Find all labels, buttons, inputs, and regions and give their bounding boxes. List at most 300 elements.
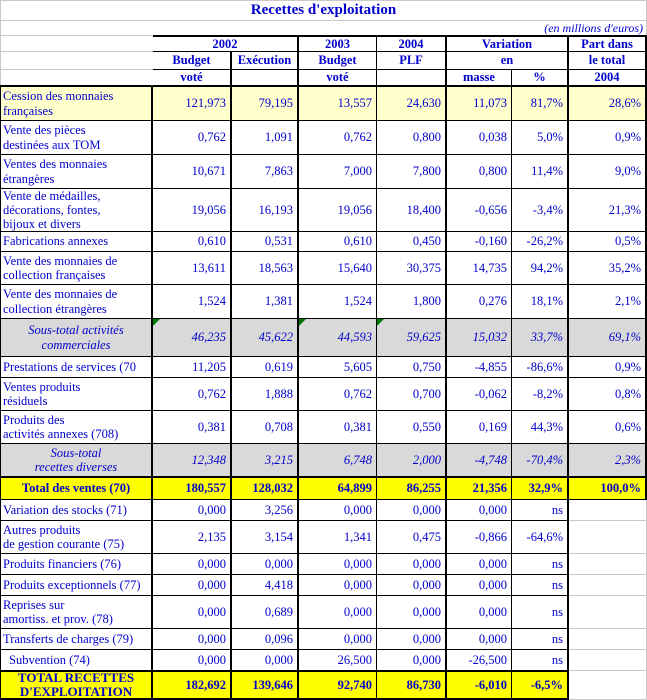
cell-value [153, 671, 232, 700]
row-label-line: Reprises sur [3, 597, 65, 612]
cell-value [153, 629, 232, 650]
cell-value [512, 87, 569, 121]
cell-value [153, 189, 232, 232]
cell-value [299, 650, 377, 671]
cell-value-text: 0,000 [343, 631, 372, 646]
cell-value [569, 596, 647, 629]
row-label-line: recettes diverses [34, 460, 118, 474]
row-label-line: amortiss. et prov. (78) [3, 612, 113, 626]
cell-value-text: 3,154 [264, 529, 293, 544]
row-label-line: Vente des monnaies de [3, 287, 118, 302]
cell-value-text: 2,3% [614, 452, 641, 467]
cell-value-text: 0,800 [478, 164, 507, 178]
cell-value [569, 121, 647, 155]
cell-value-text: 15,032 [472, 330, 507, 344]
cell-value [153, 121, 232, 155]
cell-value-text: 13,557 [337, 96, 372, 110]
cell-value-text: 14,735 [472, 260, 507, 275]
cell-value [299, 252, 377, 285]
row-label-line: décorations, fontes, [3, 202, 101, 217]
cell-value [569, 87, 647, 121]
cell-value-text: ns [551, 556, 563, 571]
cell-value-text: 10,671 [191, 164, 226, 178]
row-label [0, 629, 153, 650]
row-label-line: Transferts de charges (79) [3, 631, 134, 646]
row-label-line: destinées aux TOM [3, 137, 101, 152]
row-label-line: Vente des pièces [3, 123, 86, 138]
cell-value [377, 671, 447, 700]
header-part-line3: 2004 [569, 70, 647, 85]
cell-value-text: 86,255 [406, 481, 441, 495]
cell-value [153, 285, 232, 319]
row-label-line: Fabrications annexes [3, 234, 109, 249]
cell-value-text: 44,3% [530, 419, 563, 434]
cell-value [232, 629, 299, 650]
cell-value-text: 2,1% [614, 294, 641, 308]
row-label [0, 671, 153, 700]
cell-value-text: -0,062 [474, 386, 507, 401]
cell-value [299, 575, 377, 596]
cell-value-text: 30,375 [406, 260, 441, 275]
cell-value [512, 155, 569, 189]
cell-value [377, 319, 447, 357]
cell-value-text: 0,169 [478, 419, 507, 434]
row-label-line: Cession des monnaies [3, 89, 114, 104]
cell-value-text: 0,000 [197, 631, 226, 646]
row-label-line: bijoux et divers [3, 217, 81, 232]
cell-value-text: -86,6% [526, 359, 563, 374]
error-indicator-icon [153, 319, 160, 326]
cell-value [447, 189, 512, 232]
cell-value [299, 554, 377, 575]
header-variation-en: en [447, 52, 569, 70]
cell-value [153, 155, 232, 189]
cell-value-text: 4,418 [264, 577, 293, 592]
cell-value-text: 100,0% [600, 481, 641, 495]
row-label-line: Produits financiers (76) [3, 556, 122, 571]
header-empty-cell [232, 70, 299, 85]
row-label [0, 285, 153, 319]
cell-value [232, 378, 299, 411]
cell-value-text: 15,640 [337, 260, 372, 275]
header-part-line2: le total [569, 52, 647, 70]
cell-value-text: 18,563 [258, 260, 293, 275]
cell-value-text: ns [551, 604, 563, 619]
cell-value-text: 1,341 [343, 529, 372, 544]
cell-value-text: 5,605 [343, 359, 372, 374]
cell-value-text: 0,096 [264, 631, 293, 646]
cell-value [512, 285, 569, 319]
row-label [0, 232, 153, 252]
cell-value-text: 0,762 [197, 386, 226, 401]
cell-value-text: 92,740 [337, 677, 372, 692]
cell-value-text: ns [551, 577, 563, 592]
cell-value [377, 500, 447, 521]
cell-value [512, 189, 569, 232]
header-group-variation: Variation [447, 35, 569, 52]
cell-value-text: 0,000 [343, 604, 372, 619]
cell-value-text: 6,748 [343, 452, 372, 467]
cell-value-text: 11,205 [192, 359, 226, 374]
cell-value [512, 575, 569, 596]
cell-value [512, 121, 569, 155]
row-label-line: Total des ventes (70) [21, 481, 131, 496]
header-vote-2002: voté [153, 70, 232, 85]
cell-value [232, 285, 299, 319]
cell-value-text: -64,6% [526, 529, 563, 544]
cell-value [153, 596, 232, 629]
cell-value-text: 94,2% [530, 260, 563, 275]
cell-value-text: 7,863 [264, 164, 293, 178]
cell-value [569, 411, 647, 444]
cell-value-text: 0,9% [614, 130, 641, 144]
cell-value [299, 500, 377, 521]
row-label-line: de gestion courante (75) [3, 537, 125, 551]
cell-value [569, 252, 647, 285]
header-budget-2003: Budget [299, 52, 377, 70]
cell-value-text: 0,276 [478, 294, 507, 308]
cell-value-text: 0,000 [478, 502, 507, 517]
cell-value-text: 0,000 [478, 604, 507, 619]
cell-value-text: 0,475 [412, 529, 441, 544]
cell-value [232, 500, 299, 521]
cell-value-text: 11,073 [473, 96, 507, 110]
row-label-line: Variation des stocks (71) [3, 502, 127, 517]
cell-value [377, 357, 447, 378]
cell-value-text: 11,4% [531, 164, 563, 178]
cell-value [569, 629, 647, 650]
cell-value [153, 575, 232, 596]
cell-value [232, 671, 299, 700]
cell-value-text: 1,091 [264, 130, 293, 144]
header-vote-2003: voté [299, 70, 377, 85]
cell-value [569, 444, 647, 477]
cell-value [512, 596, 569, 629]
cell-value-text: 139,646 [252, 677, 293, 692]
row-label [0, 87, 153, 121]
cell-value-text: 0,000 [412, 577, 441, 592]
cell-value [569, 477, 647, 500]
cell-value [153, 477, 232, 500]
cell-value [512, 378, 569, 411]
cell-value-text: 19,056 [191, 202, 226, 217]
cell-value-text: 86,730 [406, 677, 441, 692]
cell-value [512, 357, 569, 378]
table-header [0, 35, 647, 87]
cell-value [153, 378, 232, 411]
cell-value [447, 155, 512, 189]
cell-value-text: 0,8% [614, 386, 641, 401]
cell-value-text: 35,2% [608, 260, 641, 275]
cell-value [569, 521, 647, 554]
cell-value-text: 44,593 [337, 330, 372, 344]
row-label [0, 477, 153, 500]
cell-value-text: 0,550 [412, 419, 441, 434]
cell-value-text: 180,557 [185, 481, 226, 495]
row-label-line: collection étrangères [3, 301, 107, 316]
cell-value [153, 500, 232, 521]
cell-value [299, 411, 377, 444]
row-label-line: collection françaises [3, 268, 106, 282]
error-indicator-icon [377, 319, 384, 326]
cell-value [299, 596, 377, 629]
cell-value-text: 33,7% [530, 330, 563, 344]
cell-value [299, 521, 377, 554]
cell-value-text: 0,000 [412, 652, 441, 667]
row-label-line: Ventes des monnaies [3, 157, 108, 172]
cell-value [512, 319, 569, 357]
cell-value [377, 87, 447, 121]
cell-value-text: 69,1% [608, 330, 641, 344]
cell-value [512, 521, 569, 554]
cell-value [232, 575, 299, 596]
cell-value [153, 444, 232, 477]
cell-value-text: 121,973 [185, 96, 226, 110]
header-plf-2004: PLF [377, 52, 447, 70]
cell-value [377, 285, 447, 319]
row-label [0, 319, 153, 357]
cell-value [232, 650, 299, 671]
cell-value [512, 444, 569, 477]
cell-value [232, 252, 299, 285]
cell-value [232, 477, 299, 500]
cell-value-text: 0,000 [478, 631, 507, 646]
cell-value-text: 0,610 [197, 234, 226, 248]
row-label-line: Ventes produits [3, 379, 81, 394]
cell-value [447, 629, 512, 650]
cell-value [232, 596, 299, 629]
cell-value-text: 0,000 [478, 556, 507, 571]
cell-value [153, 87, 232, 121]
cell-value [299, 285, 377, 319]
cell-value-text: 59,625 [406, 330, 441, 344]
cell-value [377, 477, 447, 500]
cell-value-text: 19,056 [337, 202, 372, 217]
cell-value [447, 357, 512, 378]
row-label [0, 189, 153, 232]
cell-value-text: 18,400 [406, 202, 441, 217]
cell-value-text: 0,000 [197, 577, 226, 592]
cell-value-text: -6,5% [530, 677, 563, 692]
cell-value-text: 16,193 [258, 202, 293, 217]
cell-value [377, 650, 447, 671]
cell-value [377, 554, 447, 575]
cell-value [232, 319, 299, 357]
row-label-line: Subvention (74) [9, 652, 90, 667]
cell-value-text: 0,000 [197, 502, 226, 517]
cell-value-text: 0,750 [412, 359, 441, 374]
header-empty-cell [377, 70, 447, 85]
cell-value [569, 285, 647, 319]
cell-value [447, 477, 512, 500]
cell-value [569, 357, 647, 378]
row-label [0, 521, 153, 554]
cell-value [377, 629, 447, 650]
cell-value-text: 0,689 [264, 604, 293, 619]
row-label-line: D'EXPLOITATION [19, 684, 133, 699]
cell-value [569, 378, 647, 411]
cell-value [232, 232, 299, 252]
row-label [0, 378, 153, 411]
cell-value [447, 285, 512, 319]
cell-value [569, 155, 647, 189]
cell-value [299, 671, 377, 700]
row-label-line: activités annexes (708) [3, 427, 119, 441]
cell-value [569, 575, 647, 596]
cell-value [447, 521, 512, 554]
cell-value-text: 3,256 [264, 502, 293, 517]
cell-value-text: 1,888 [264, 386, 293, 401]
cell-value-text: 24,630 [406, 96, 441, 110]
row-label-line: Produits des [3, 412, 65, 427]
cell-value [447, 252, 512, 285]
cell-value [569, 554, 647, 575]
cell-value-text: -0,656 [474, 202, 507, 217]
cell-value-text: 0,762 [343, 386, 372, 401]
row-label-line: Sous-total activités [28, 323, 124, 338]
cell-value [232, 189, 299, 232]
cell-value-text: 0,000 [412, 556, 441, 571]
table-body [0, 87, 647, 700]
cell-value-text: 0,000 [343, 577, 372, 592]
cell-value [569, 650, 647, 671]
cell-value-text: 0,000 [412, 502, 441, 517]
row-label [0, 155, 153, 189]
cell-value [153, 554, 232, 575]
cell-value-text: -70,4% [526, 452, 563, 467]
table-title: Recettes d'exploitation [0, 0, 647, 21]
row-label-line: résiduels [3, 394, 48, 408]
cell-value [447, 411, 512, 444]
header-percent: % [512, 70, 569, 85]
cell-value-text: ns [551, 652, 563, 667]
cell-value [447, 650, 512, 671]
cell-value-text: -0,160 [474, 234, 507, 248]
cell-value-text: 128,032 [252, 481, 293, 495]
cell-value-text: 0,450 [412, 234, 441, 248]
row-label-line: françaises [3, 103, 53, 118]
cell-value [377, 232, 447, 252]
header-part-line1: Part dans [569, 35, 647, 52]
cell-value [153, 411, 232, 444]
cell-value [569, 500, 647, 521]
unit-note: (en millions d'euros) [0, 21, 647, 35]
cell-value [153, 252, 232, 285]
cell-value-text: 64,899 [337, 481, 372, 495]
cell-value [299, 629, 377, 650]
cell-value-text: 0,619 [264, 359, 293, 374]
cell-value-text: 46,235 [191, 330, 226, 344]
cell-value-text: 2,135 [197, 529, 226, 544]
row-label-line: étrangères [3, 171, 55, 186]
cell-value [299, 155, 377, 189]
row-label [0, 554, 153, 575]
cell-value-text: 0,000 [264, 556, 293, 571]
row-label-line: Autres produits [3, 522, 81, 537]
cell-value-text: 0,000 [343, 502, 372, 517]
cell-value-text: 0,000 [412, 631, 441, 646]
header-corner-empty [0, 70, 153, 85]
row-label-line: TOTAL RECETTES [17, 671, 135, 686]
row-label-line: Prestations de services (70 [3, 359, 136, 374]
cell-value-text: 0,000 [343, 556, 372, 571]
row-label [0, 650, 153, 671]
cell-value-text: 0,000 [264, 652, 293, 667]
cell-value-text: 26,500 [337, 652, 372, 667]
header-corner-empty [0, 52, 153, 70]
header-group-2002: 2002 [153, 35, 299, 52]
cell-value [232, 155, 299, 189]
cell-value-text: 79,195 [258, 96, 293, 110]
cell-value [153, 521, 232, 554]
cell-value [512, 500, 569, 521]
cell-value [377, 411, 447, 444]
cell-value [377, 121, 447, 155]
header-masse: masse [447, 70, 512, 85]
cell-value [512, 629, 569, 650]
cell-value-text: 18,1% [530, 294, 563, 308]
cell-value-text: 81,7% [530, 96, 563, 110]
cell-value-text: 0,000 [197, 556, 226, 571]
cell-value-text: 3,215 [264, 452, 293, 467]
cell-value [512, 411, 569, 444]
cell-value-text: 13,611 [192, 260, 226, 275]
cell-value-text: 0,762 [343, 130, 372, 144]
cell-value-text: 21,3% [608, 202, 641, 217]
cell-value [232, 357, 299, 378]
cell-value-text: -26,2% [526, 234, 563, 248]
cell-value-text: 1,524 [197, 294, 226, 308]
header-group-2004: 2004 [377, 35, 447, 52]
cell-value-text: 0,610 [343, 234, 372, 248]
cell-value-text: 0,800 [412, 130, 441, 144]
cell-value [569, 671, 647, 700]
cell-value [377, 444, 447, 477]
cell-value [232, 411, 299, 444]
cell-value [512, 671, 569, 700]
cell-value-text: 0,700 [412, 386, 441, 401]
cell-value-text: 32,9% [528, 481, 563, 495]
cell-value [377, 521, 447, 554]
cell-value [232, 444, 299, 477]
cell-value [447, 671, 512, 700]
cell-value [447, 554, 512, 575]
cell-value-text: 0,000 [478, 577, 507, 592]
cell-value [569, 189, 647, 232]
cell-value-text: 0,5% [614, 234, 641, 248]
cell-value-text: 182,692 [185, 677, 226, 692]
cell-value [299, 319, 377, 357]
cell-value-text: 21,356 [472, 481, 507, 495]
cell-value [377, 252, 447, 285]
cell-value [447, 500, 512, 521]
cell-value [447, 444, 512, 477]
cell-value [447, 378, 512, 411]
cell-value [153, 650, 232, 671]
cell-value-text: -0,866 [474, 529, 507, 544]
cell-value [377, 155, 447, 189]
cell-value-text: 45,622 [258, 330, 293, 344]
header-group-2003: 2003 [299, 35, 377, 52]
cell-value [447, 596, 512, 629]
row-label [0, 121, 153, 155]
cell-value [512, 554, 569, 575]
cell-value [232, 121, 299, 155]
cell-value [153, 357, 232, 378]
cell-value [299, 444, 377, 477]
row-label-line: Vente des monnaies de [3, 253, 118, 268]
cell-value [569, 232, 647, 252]
